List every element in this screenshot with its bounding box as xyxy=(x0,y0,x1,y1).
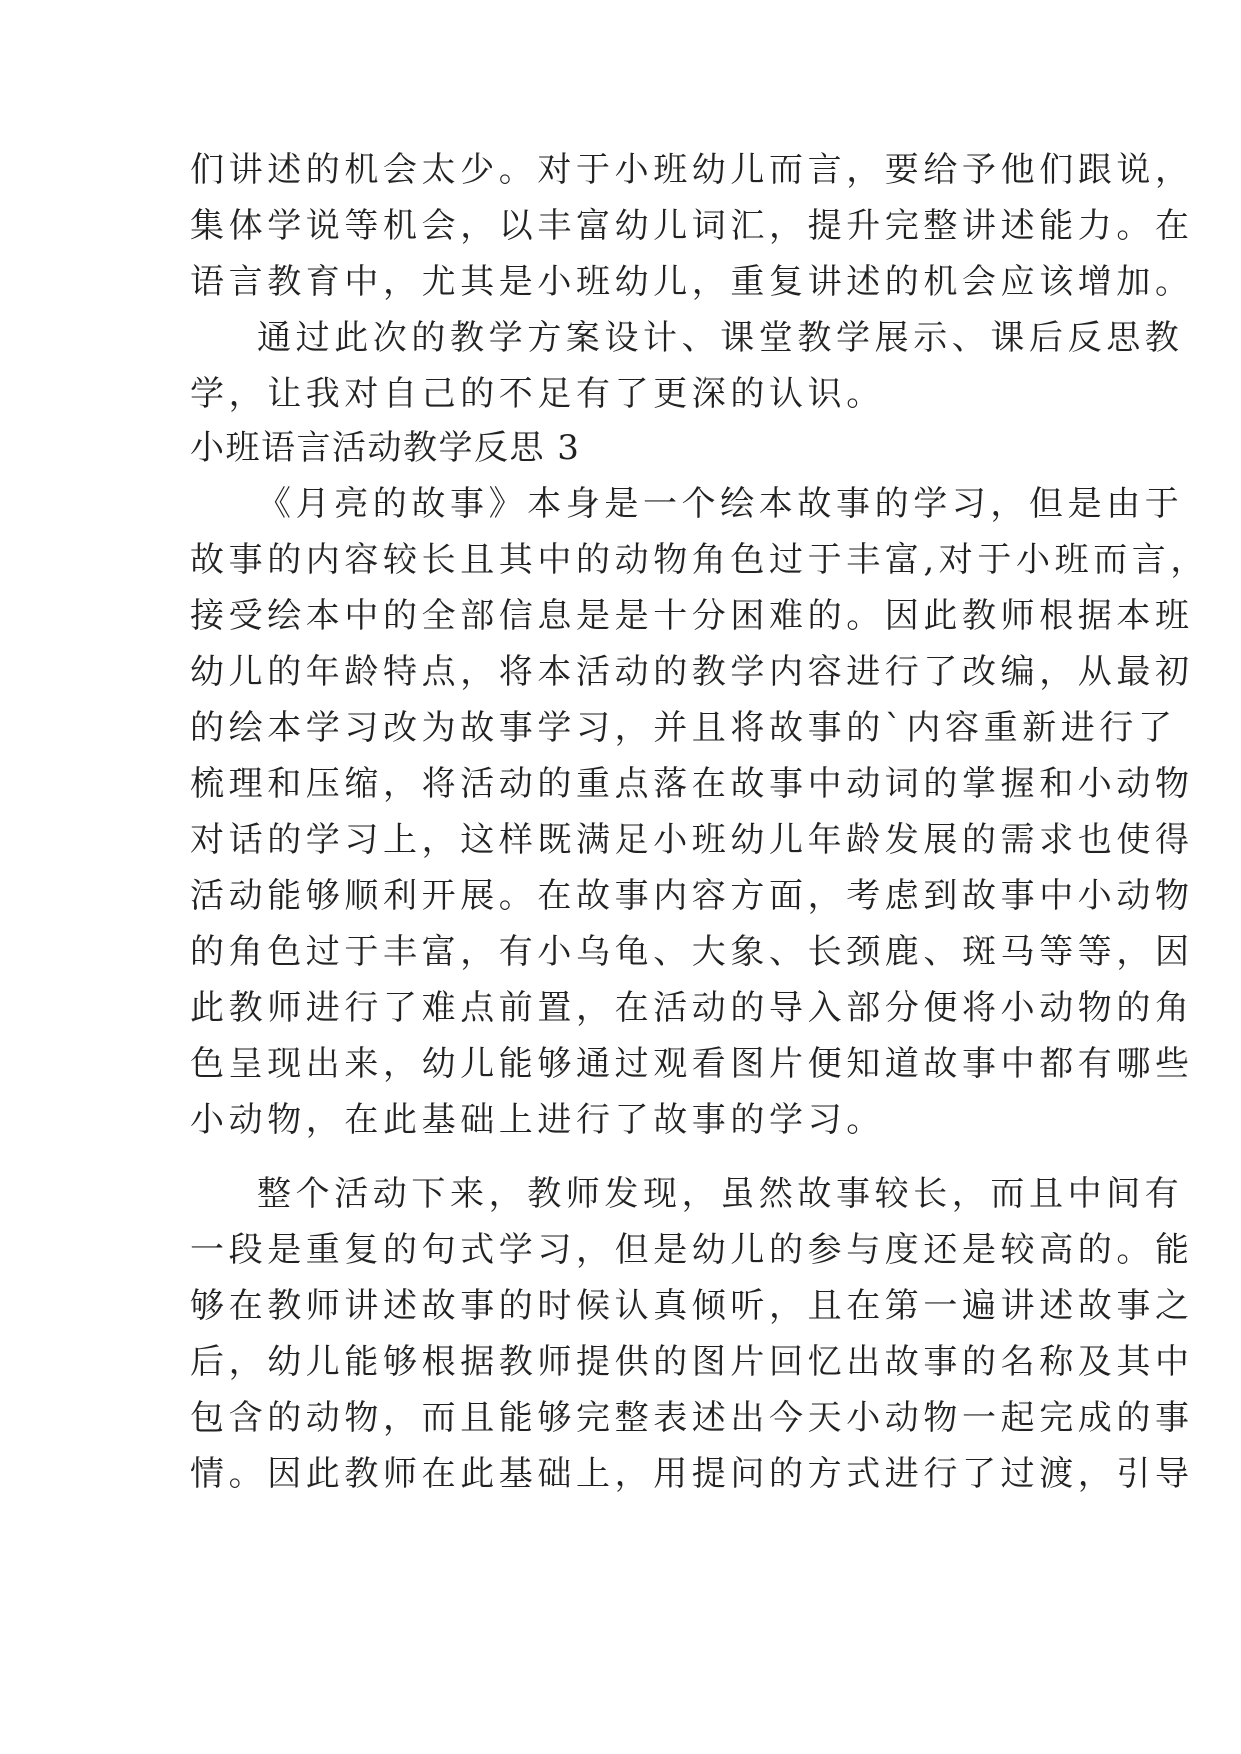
paragraph-line: 故事的内容较长且其中的动物角色过于丰富,对于小班而言， xyxy=(190,540,1210,580)
paragraph-line: 小动物，在此基础上进行了故事的学习。 xyxy=(190,1100,885,1140)
paragraph-line: 包含的动物，而且能够完整表述出今天小动物一起完成的事 xyxy=(190,1398,1194,1438)
paragraph-line: 一段是重复的句式学习，但是幼儿的参与度还是较高的。能 xyxy=(190,1230,1194,1270)
paragraph-line: 情。因此教师在此基础上，用提问的方式进行了过渡，引导 xyxy=(190,1454,1194,1494)
paragraph-line: 够在教师讲述故事的时候认真倾听，且在第一遍讲述故事之 xyxy=(190,1286,1194,1326)
paragraph-line: 的绘本学习改为故事学习，并且将故事的`内容重新进行了 xyxy=(190,708,1177,748)
paragraph-line: 后，幼儿能够根据教师提供的图片回忆出故事的名称及其中 xyxy=(190,1342,1194,1382)
paragraph-line: 色呈现出来，幼儿能够通过观看图片便知道故事中都有哪些 xyxy=(190,1044,1194,1084)
paragraph-line: 学，让我对自己的不足有了更深的认识。 xyxy=(190,374,885,414)
paragraph-line: 此教师进行了难点前置，在活动的导入部分便将小动物的角 xyxy=(190,988,1194,1028)
paragraph-line: 们讲述的机会太少。对于小班幼儿而言，要给予他们跟说， xyxy=(190,150,1194,190)
paragraph-line: 整个活动下来，教师发现，虽然故事较长，而且中间有 xyxy=(257,1174,1184,1214)
paragraph-line: 接受绘本中的全部信息是是十分困难的。因此教师根据本班 xyxy=(190,596,1194,636)
section-heading: 小班语言活动教学反思 3 xyxy=(190,428,581,468)
paragraph-line: 活动能够顺利开展。在故事内容方面，考虑到故事中小动物 xyxy=(190,876,1194,916)
paragraph-line: 语言教育中，尤其是小班幼儿，重复讲述的机会应该增加。 xyxy=(190,262,1194,302)
paragraph-line: 通过此次的教学方案设计、课堂教学展示、课后反思教 xyxy=(257,318,1184,358)
paragraph-line: 幼儿的年龄特点，将本活动的教学内容进行了改编，从最初 xyxy=(190,652,1194,692)
paragraph-line: 的角色过于丰富，有小乌龟、大象、长颈鹿、斑马等等，因 xyxy=(190,932,1194,972)
paragraph-line: 集体学说等机会，以丰富幼儿词汇，提升完整讲述能力。在 xyxy=(190,206,1194,246)
paragraph-line: 《月亮的故事》本身是一个绘本故事的学习，但是由于 xyxy=(257,484,1184,524)
paragraph-line: 梳理和压缩，将活动的重点落在故事中动词的掌握和小动物 xyxy=(190,764,1194,804)
paragraph-line: 对话的学习上，这样既满足小班幼儿年龄发展的需求也使得 xyxy=(190,820,1194,860)
